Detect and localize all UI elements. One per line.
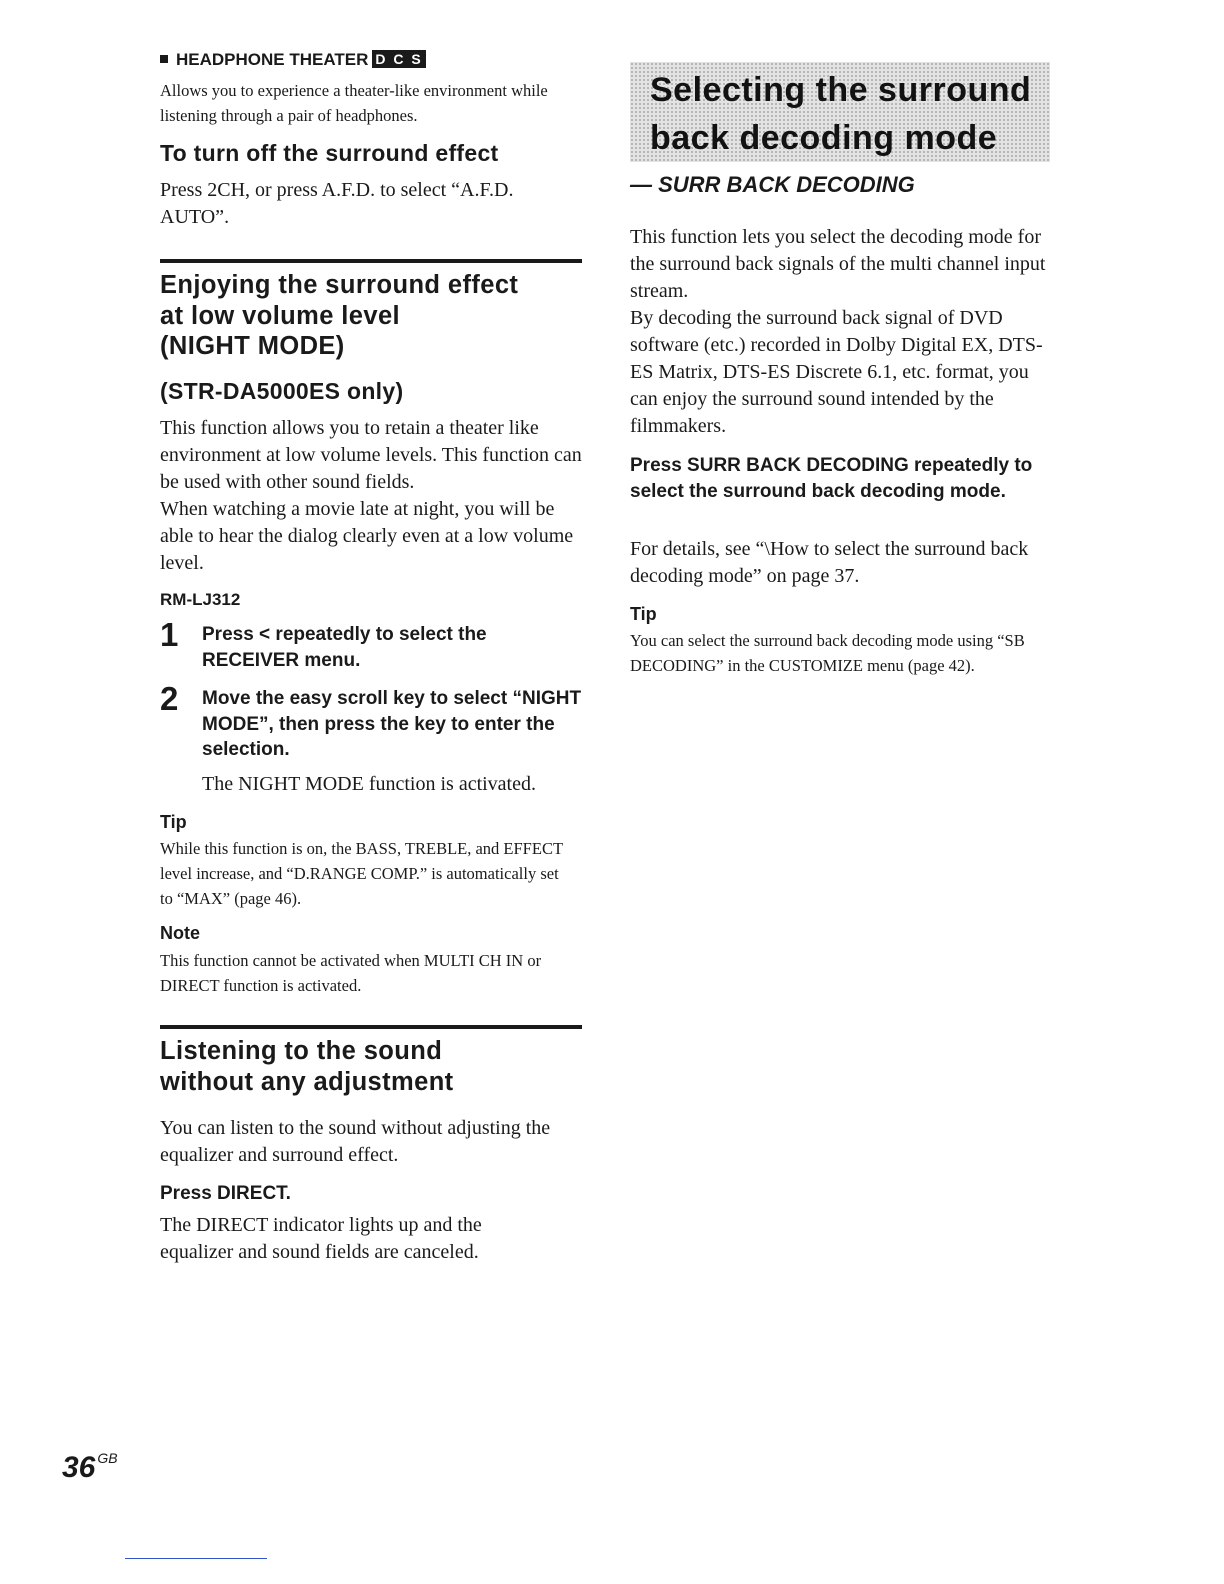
page-number: [62, 1450, 118, 1485]
step-instruction: Press < repeatedly to select the RECEIVER menu.: [202, 624, 487, 671]
section-divider: [160, 1025, 582, 1029]
dcs-badge: D C S: [372, 50, 425, 68]
page-number-value: 36: [62, 1451, 96, 1484]
night-mode-heading-line: Enjoying the surround effect: [160, 271, 519, 299]
banner-title-line: Selecting the surround: [650, 71, 1032, 109]
direct-heading-line: Listening to the sound: [160, 1037, 443, 1065]
night-mode-heading: [160, 270, 590, 362]
page-language-suffix: GB: [97, 1450, 118, 1466]
night-mode-heading-line: at low volume level: [160, 301, 401, 330]
banner-title: [650, 66, 1050, 162]
tip-label: Tip: [160, 812, 187, 832]
step-number: 2: [160, 680, 179, 717]
section-divider: [160, 259, 582, 263]
night-mode-paragraph: When watching a movie late at night, you will be able to hear the dialog clearly even at a low volume level.: [160, 498, 574, 574]
turn-off-heading: To turn off the surround effect: [160, 140, 499, 166]
night-mode-subheading: (STR-DA5000ES only): [160, 378, 404, 404]
direct-heading: [160, 1036, 590, 1097]
tip-text: While this function is on, the BASS, TREBLE, and EFFECT level increase, and “D.RANGE COMP.” is automatically set to “MAX” (page 46).: [160, 839, 563, 908]
step-2: [160, 682, 590, 772]
remote-model: RM-LJ312: [160, 590, 241, 609]
surr-back-paragraph: This function lets you select the decoding mode for the surround back signals of the multi channel input stream.: [630, 226, 1046, 302]
night-mode-heading-line: (NIGHT MODE): [160, 332, 345, 360]
night-mode-paragraph: This function allows you to retain a theater like environment at low volume levels. This function can be used with other sound fields.: [160, 417, 582, 493]
turn-off-text: Press 2CH, or press A.F.D. to select “A.F.D. AUTO”.: [160, 179, 514, 228]
direct-lead: Press DIRECT.: [160, 1183, 291, 1204]
surr-back-lead: Press SURR BACK DECODING repeatedly to select the surround back decoding mode.: [630, 455, 1033, 502]
footer-line: [125, 1558, 267, 1559]
note-text: This function cannot be activated when MULTI CH IN or DIRECT function is activated.: [160, 951, 542, 995]
direct-heading-line: without any adjustment: [160, 1067, 454, 1096]
step-1: [160, 618, 590, 688]
banner-title-line: back decoding mode: [650, 119, 998, 157]
step-instruction: Move the easy scroll key to select “NIGHT MODE”, then press the key to enter the selection.: [202, 688, 582, 760]
headphone-theater-text: Allows you to experience a theater-like environment while listening through a pair of headphones.: [160, 81, 548, 125]
square-bullet-icon: [160, 55, 168, 63]
tip-label: Tip: [630, 604, 657, 624]
surr-back-details: For details, see “\How to select the surround back decoding mode” on page 37.: [630, 538, 1029, 587]
section-title-banner: [630, 62, 1050, 162]
note-label: Note: [160, 923, 200, 943]
step-number: 1: [160, 616, 179, 653]
surr-back-subheading: — SURR BACK DECODING: [630, 172, 915, 197]
direct-paragraph: You can listen to the sound without adjusting the equalizer and surround effect.: [160, 1117, 551, 1166]
direct-result: The DIRECT indicator lights up and the equalizer and sound fields are canceled.: [160, 1214, 482, 1263]
tip-text: You can select the surround back decoding mode using “SB DECODING” in the CUSTOMIZE menu (page 42).: [630, 631, 1025, 675]
headphone-theater-heading: [160, 50, 426, 70]
step-result: The NIGHT MODE function is activated.: [202, 773, 536, 795]
surr-back-paragraph: By decoding the surround back signal of DVD software (etc.) recorded in Dolby Digital EX, DTS-ES Matrix, DTS-ES Discrete 6.1, etc. format, you can enjoy the surround sound intended by the filmmakers.: [630, 307, 1043, 437]
headphone-theater-label: HEADPHONE THEATER: [176, 50, 369, 69]
